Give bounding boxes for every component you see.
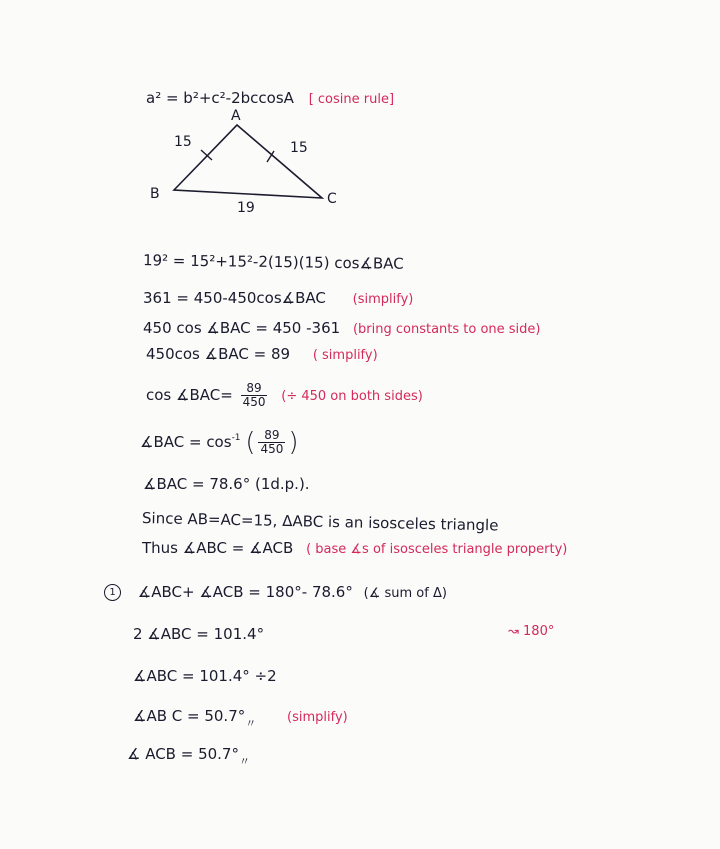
step-6-numerator: 89	[258, 429, 285, 443]
side-label-bc: 19	[237, 200, 255, 216]
step-11: 2 ∡ABC = 101.4°	[133, 625, 265, 643]
step-9-note: ( base ∡s of isosceles triangle property)	[306, 542, 568, 557]
step-7: ∡BAC = 78.6° (1d.p.).	[143, 475, 310, 493]
step-3-text: 450 cos ∡BAC = 450 -361	[143, 319, 341, 337]
step-6-close-paren: )	[288, 427, 299, 458]
step-5-denominator: 450	[242, 395, 266, 409]
step-10-note: ↝ 180°	[508, 624, 555, 639]
step-6-lhs: ∡BAC = cos	[140, 433, 232, 451]
step-10-text: ∡ABC+ ∡ACB = 180°- 78.6°	[137, 583, 353, 601]
step-5-lhs: cos ∡BAC=	[146, 386, 233, 404]
step-5-fraction	[241, 382, 268, 409]
step-5	[146, 382, 423, 409]
triangle-outline	[174, 125, 322, 198]
step-13-note: (simplify)	[287, 710, 348, 725]
triangle-diagram	[140, 104, 350, 214]
step-13-text: ∡AB C = 50.7°	[133, 707, 246, 725]
step-13-answer-ticks: 〃	[245, 717, 257, 730]
step-1: 19² = 15²+15²-2(15)(15) cos∡BAC	[142, 251, 404, 273]
step-10-reason: (∡ sum of Δ)	[363, 586, 447, 601]
step-5-numerator: 89	[241, 382, 268, 396]
step-4-note: ( simplify)	[312, 348, 378, 363]
step-2-note: (simplify)	[352, 292, 414, 307]
step-6-open-paren: (	[245, 427, 256, 458]
step-6-superscript: -1	[231, 433, 241, 443]
step-6	[140, 428, 299, 456]
step-3	[143, 318, 541, 340]
step-5-note: (÷ 450 on both sides)	[281, 389, 423, 404]
vertex-label-b: B	[150, 186, 160, 202]
step-2	[143, 288, 413, 310]
side-label-ab: 15	[174, 134, 192, 150]
step-3-note: (bring constants to one side)	[352, 322, 541, 337]
step-14-text: ∡ ACB = 50.7°	[127, 745, 239, 763]
cosine-rule-formula: a² = b²+c²-2bccosA	[146, 89, 294, 107]
step-13	[133, 706, 348, 734]
step-6-fraction	[258, 429, 285, 456]
cosine-rule-note: [ cosine rule]	[308, 92, 395, 107]
step-9-text: Thus ∡ABC = ∡ACB	[142, 539, 294, 557]
vertex-label-a: A	[231, 108, 241, 124]
step-8: Since AB=AC=15, ΔABC is an isosceles triangle	[141, 509, 499, 535]
step-2-text: 361 = 450-450cos∡BAC	[143, 289, 326, 307]
step-14	[127, 744, 250, 772]
step-12: ∡ABC = 101.4° ÷2	[133, 667, 277, 685]
step-4	[146, 344, 378, 366]
step-4-text: 450cos ∡BAC = 89	[146, 345, 291, 363]
step-10	[104, 582, 447, 604]
step-6-denominator: 450	[260, 442, 284, 456]
step-14-answer-ticks: 〃	[238, 755, 250, 768]
step-9	[142, 538, 567, 560]
side-label-ac: 15	[290, 140, 308, 156]
step-marker-circle: 1	[104, 584, 121, 601]
vertex-label-c: C	[327, 191, 337, 207]
